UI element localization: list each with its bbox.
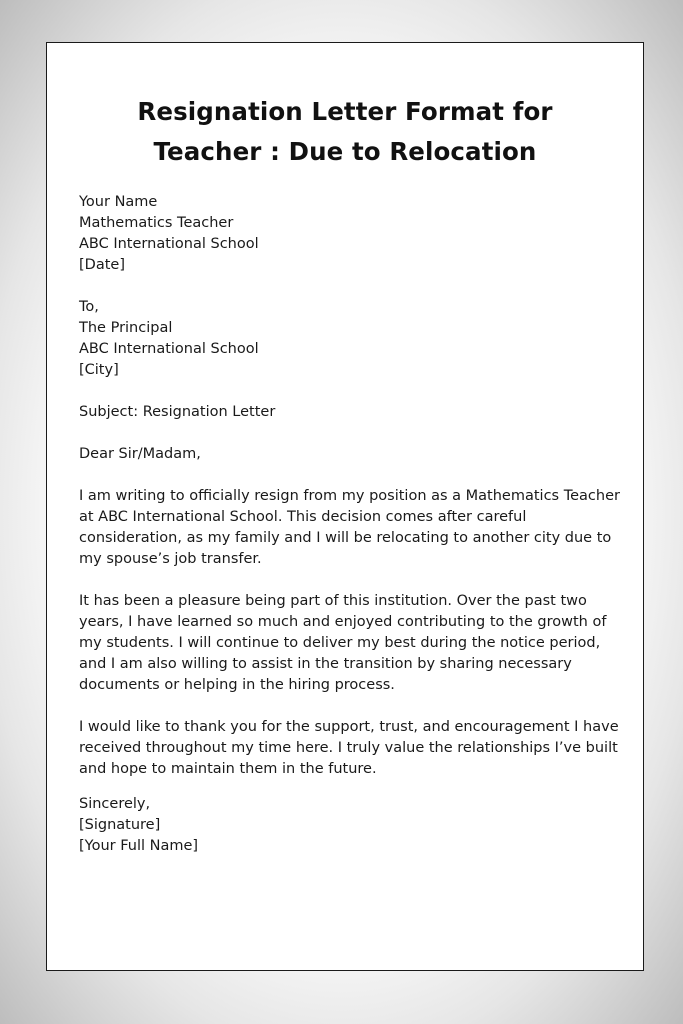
salutation: Dear Sir/Madam, [79, 446, 201, 462]
paragraph-2-line: documents or helping in the hiring process. [79, 677, 395, 693]
sender-school: ABC International School [79, 236, 259, 252]
title-line-2: Teacher : Due to Relocation [153, 137, 537, 166]
paragraph-3-line: and hope to maintain them in the future. [79, 761, 377, 777]
recipient-block [79, 297, 624, 381]
sender-date: [Date] [79, 257, 125, 273]
subject-line: Subject: Resignation Letter [79, 404, 276, 420]
page-title [47, 92, 643, 172]
letter-page [46, 42, 644, 971]
letter-body [79, 192, 624, 857]
paragraph-2-line: It has been a pleasure being part of this institution. Over the past two [79, 593, 587, 609]
paragraph-2-line: and I am also willing to assist in the transition by sharing necessary [79, 656, 572, 672]
paragraph-3 [79, 717, 624, 780]
paragraph-1-line: I am writing to officially resign from my position as a Mathematics Teacher [79, 488, 620, 504]
closing-block [79, 794, 624, 857]
paragraph-3-line: I would like to thank you for the support, trust, and encouragement I have [79, 719, 619, 735]
paragraph-1-line: my spouse’s job transfer. [79, 551, 262, 567]
closing-sign-off: Sincerely, [79, 796, 151, 812]
title-line-1: Resignation Letter Format for [137, 97, 553, 126]
paragraph-1-line: at ABC International School. This decision comes after careful [79, 509, 527, 525]
closing-full-name: [Your Full Name] [79, 838, 199, 854]
paragraph-2 [79, 591, 624, 696]
paragraph-2-line: years, I have learned so much and enjoyed contributing to the growth of [79, 614, 607, 630]
paragraph-1 [79, 486, 624, 570]
paragraph-3-line: received throughout my time here. I truly value the relationships I’ve built [79, 740, 618, 756]
paragraph-2-line: my students. I will continue to deliver my best during the notice period, [79, 635, 601, 651]
recipient-title: The Principal [79, 320, 173, 336]
sender-name: Your Name [79, 194, 158, 210]
sender-position: Mathematics Teacher [79, 215, 234, 231]
recipient-to: To, [79, 299, 99, 315]
recipient-school: ABC International School [79, 341, 259, 357]
paragraph-1-line: consideration, as my family and I will be relocating to another city due to [79, 530, 612, 546]
closing-signature: [Signature] [79, 817, 161, 833]
sender-block [79, 192, 624, 276]
recipient-city: [City] [79, 362, 119, 378]
